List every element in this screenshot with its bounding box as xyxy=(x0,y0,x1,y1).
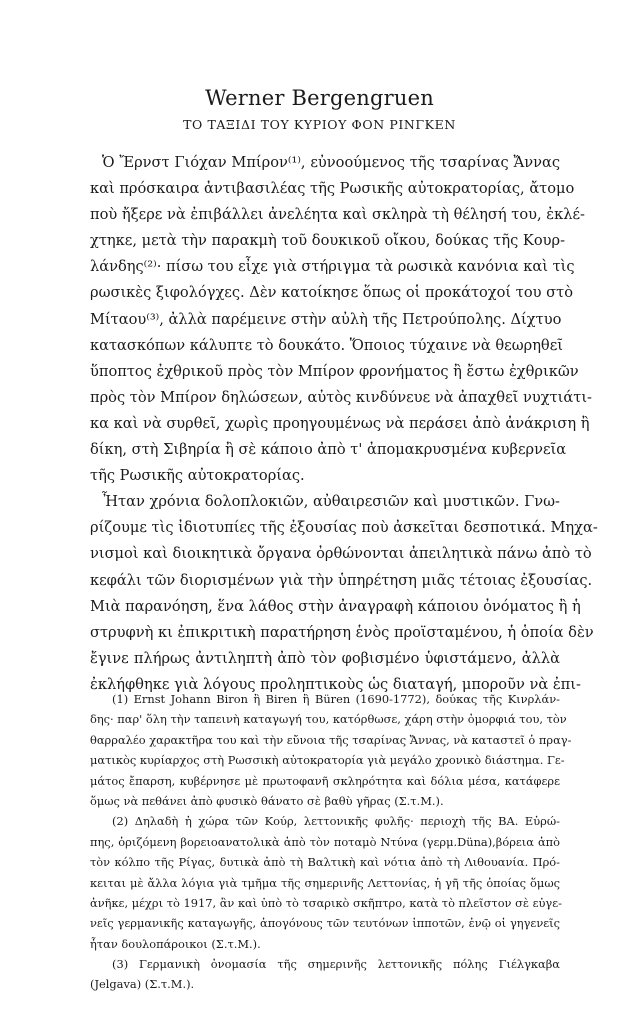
body-line: Μιὰ παρανόηση, ἕνα λάθος στὴν ἀναγραφὴ κάποιου ὀνόματος ἢ ἡ xyxy=(90,597,581,615)
footnote-line: δης· παρ' ὅλη τὴν ταπεινὴ καταγωγή του, κατόρθωσε, χάρη στὴν ὀμορφιά του, τὸν xyxy=(90,712,567,727)
body-line: Μίταου⁽³⁾, ἀλλὰ παρέμεινε στὴν αὐλὴ τῆς Πετρούπολης. Δίχτυο xyxy=(90,310,562,328)
body-line: ρωσικὲς ξιφολόγχες. Δὲν κατοίκησε ὅπως οἱ προκάτοχοί του στὸ xyxy=(90,284,573,302)
footnote-line: (Jelgava) (Σ.τ.Μ.). xyxy=(90,977,195,992)
footnote-line: μάτος ἔπαρση, κυβέρνησε μὲ πρωτοφανῆ σκληρότητα καὶ δόλια μέσα, κατάφερε xyxy=(90,773,560,788)
footnote-line: τὸν κόλπο τῆς Ρίγας, δυτικὰ ἀπὸ τὴ Βαλτικὴ καὶ νότια ἀπὸ τὴ Λιθουανία. Πρό- xyxy=(90,855,560,870)
footnotes xyxy=(90,689,572,995)
body-line: ρίζουμε τὶς ἰδιοτυπίες τῆς ἐξουσίας ποὺ ἀσκεῖται δεσποτικά. Μηχα- xyxy=(90,519,598,537)
body-line: δίκη, στὴ Σιβηρία ἢ σὲ κάποιο ἀπὸ τ' ἀπομακρυσμένα κυβερνεῖα xyxy=(90,441,567,459)
footnote-line: (2) Δηλαδὴ ἡ χώρα τῶν Κούρ, λεττονικῆς φυλῆς· περιοχὴ τῆς ΒΑ. Εὐρώ- xyxy=(112,814,560,829)
body-line: κεφάλι τῶν διορισμένων γιὰ τὴν ὑπηρέτηση μιᾶς τέτοιας ἐξουσίας. xyxy=(90,571,593,589)
body-line: ἔγινε πλήρως ἀντιληπτὴ ἀπὸ τὸν φοβισμένο ὑφιστάμενο, ἀλλὰ xyxy=(90,649,560,667)
body-line: κα καὶ νὰ συρθεῖ, χωρὶς προηγουμένως νὰ περάσει ἀπὸ ἀνάκριση ἢ xyxy=(90,414,590,432)
body-line: ὕποπτος ἐχθρικοῦ πρὸς τὸν Μπίρον φρονήματος ἢ ἔστω ἐχθρικῶν xyxy=(90,362,579,380)
body-line: χτηκε, μετὰ τὴν παρακμὴ τοῦ δουκικοῦ οἴκου, δούκας τῆς Κουρ- xyxy=(90,232,566,250)
author-name: Werner Bergengruen xyxy=(205,86,434,110)
footnote-line: (1) Ernst Johann Biron ἢ Biren ἢ Büren (1690-1772), δούκας τῆς Κινρλάν- xyxy=(112,692,560,706)
footnote-line: ἀνῆκε, μέχρι τὸ 1917, ἂν καὶ ὑπὸ τὸ τσαρικὸ σκῆπτρο, κατὰ τὸ πλεῖστον σὲ εὐγε- xyxy=(90,895,562,910)
body-line: ἐκλήφθηκε γιὰ λόγους προληπτικοὺς ὡς διαταγή, μποροῦν νὰ ἐπι- xyxy=(90,675,581,693)
footnote-line: θαρραλέο χαρακτῆρα του καὶ τὴν εὔνοια τῆς τσαρίνας Ἄννας, νὰ καταστεῖ ὁ πραγ- xyxy=(90,732,572,747)
body-line: λάνδης⁽²⁾· πίσω του εἶχε γιὰ στήριγμα τὰ ρωσικὰ κανόνια καὶ τὶς xyxy=(90,258,575,276)
body-line: Ὁ Ἔρνστ Γιόχαν Μπίρον⁽¹⁾, εὐνοούμενος τῆς τσαρίνας Ἄννας xyxy=(102,154,560,171)
body-line: Ἦταν χρόνια δολοπλοκιῶν, αὐθαιρεσιῶν καὶ μυστικῶν. Γνω- xyxy=(102,493,560,511)
body-line: πρὸς τὸν Μπίρον δηλώσεων, αὐτὸς κινδύνευε νὰ ἀπαχθεῖ νυχτιάτι- xyxy=(90,388,592,406)
body-line: ποὺ ἤξερε νὰ ἐπιβάλλει ἀνελέητα καὶ σκληρὰ τὴ θέλησή του, ἐκλέ- xyxy=(90,206,585,224)
body-line: τῆς Ρωσικῆς αὐτοκρατορίας. xyxy=(90,467,305,485)
body-line: κατασκόπων κάλυπτε τὸ δουκάτο. Ὅποιος τύχαινε νὰ θεωρηθεῖ xyxy=(90,336,563,354)
body-line: στρυφνὴ κι ἐπικριτικὴ παρατήρηση ἑνὸς προϊσταμένου, ἡ ὁποία δὲν xyxy=(90,623,594,641)
footnote-line: (3) Γερμανικὴ ὀνομασία τῆς σημερινῆς λεττονικῆς πόλης Γιέλγκαβα xyxy=(112,957,560,972)
body-line: νισμοὶ καὶ διοικητικὰ ὄργανα ὀρθώνονται ἀπειλητικὰ πάνω ἀπὸ τὸ xyxy=(90,545,592,563)
footnote-line: κειται μὲ ἄλλα λόγια γιὰ τμῆμα τῆς σημερινῆς Λεττονίας, ἡ γῆ τῆς ὁποίας ὅμως xyxy=(90,875,560,890)
footnote-line: ἦταν δουλοπάροικοι (Σ.τ.Μ.). xyxy=(90,936,261,951)
body-line: καὶ πρόσκαιρα ἀντιβασιλέας τῆς Ρωσικῆς αὐτοκρατορίας, ἄτομο xyxy=(90,180,575,198)
footnote-line: πης, ὁριζόμενη βορειοανατολικὰ ἀπὸ τὸν ποταμὸ Ντύνα (γερμ.Düna),βόρεια ἀπὸ xyxy=(90,834,560,849)
story-title: ΤΟ ΤΑΞΙΔΙ ΤΟΥ ΚΥΡΙΟΥ ΦΟΝ ΡΙΝΓΚΕΝ xyxy=(183,117,456,132)
footnote-line: ὅμως νὰ πεθάνει ἀπὸ φυσικὸ θάνατο σὲ βαθὺ γῆρας (Σ.τ.Μ.). xyxy=(90,793,444,808)
body-text xyxy=(90,150,598,698)
footnote-line: νεῖς γερμανικῆς καταγωγῆς, ἀπογόνους τῶν τευτόνων ἱπποτῶν, ἐνῷ οἱ γηγενεῖς xyxy=(90,916,560,931)
footnote-line: ματικὸς κυρίαρχος στὴ Ρωσσικὴ αὐτοκρατορία γιὰ μεγάλο χρονικὸ διάστημα. Γε- xyxy=(90,753,565,768)
